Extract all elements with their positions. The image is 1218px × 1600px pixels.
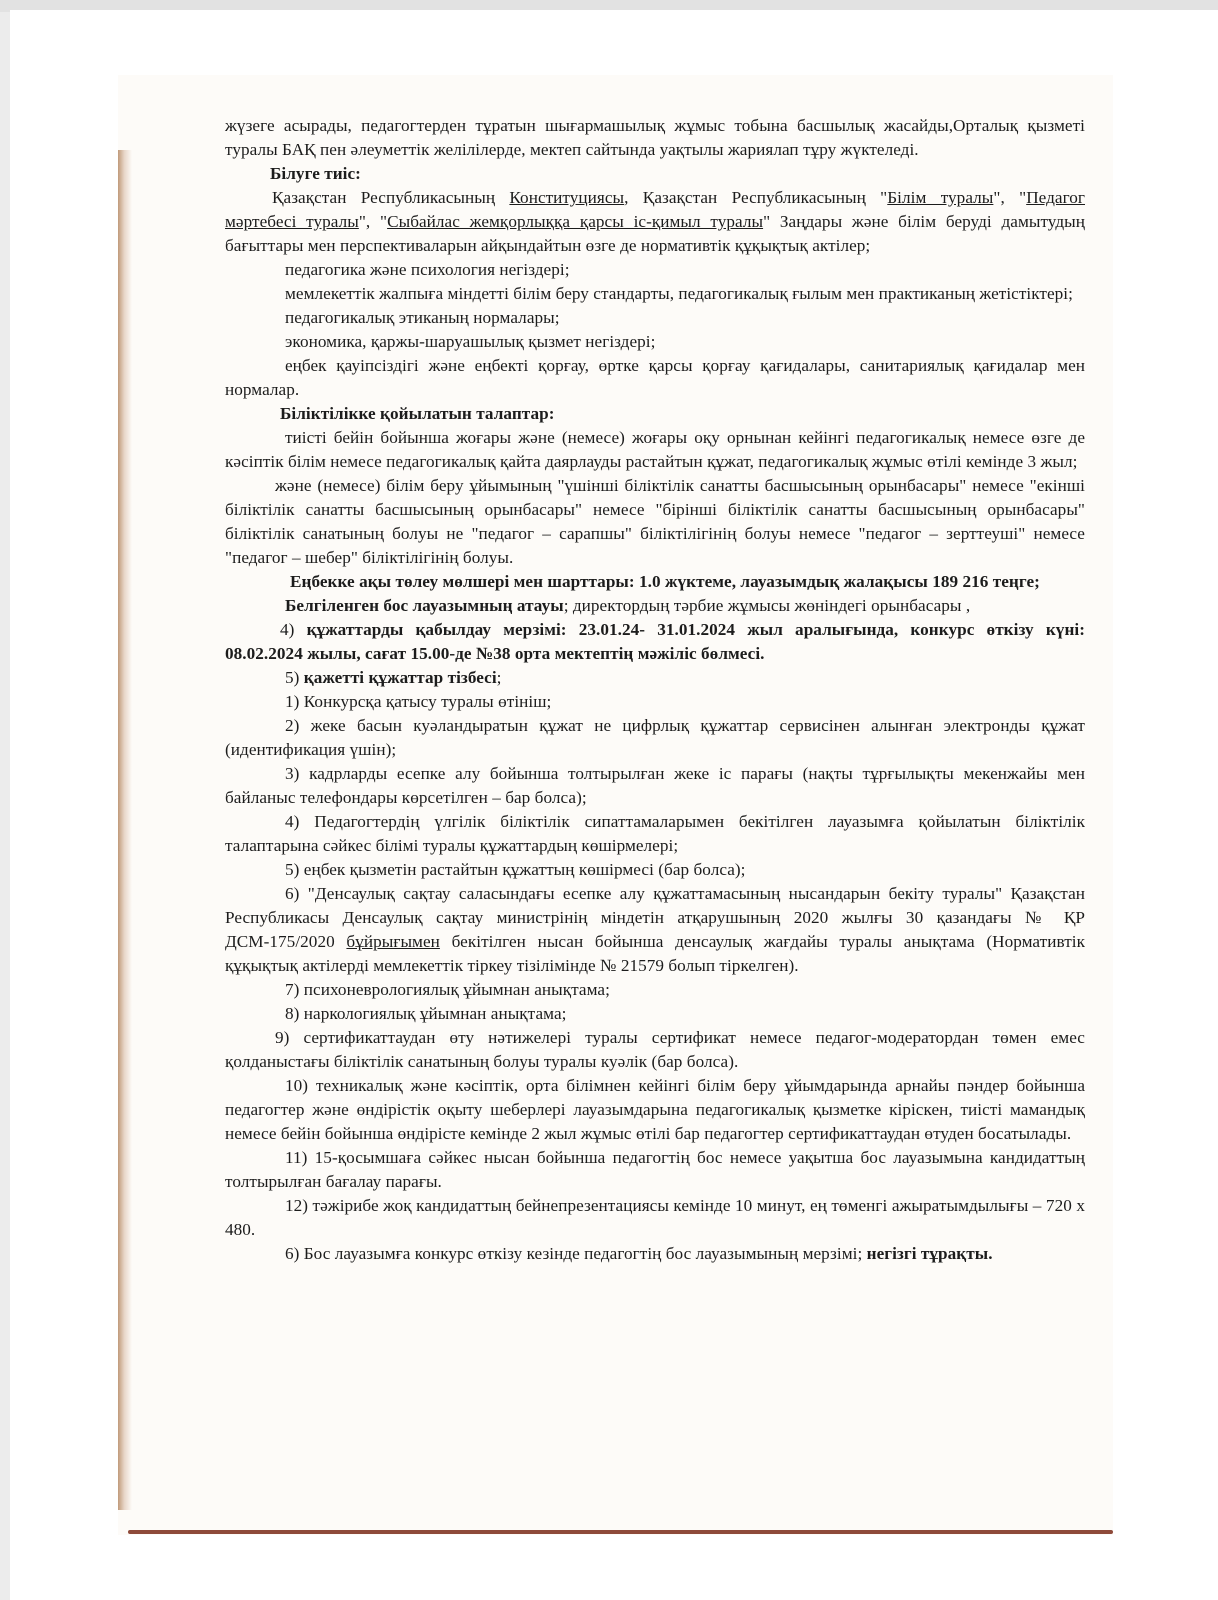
documents-list-heading: 5) қажетті құжаттар тізбесі; [285, 668, 502, 687]
document-item: 8) наркологиялық ұйымнан анықтама; [285, 1004, 567, 1023]
heading-qualifications: Біліктілікке қойылатын талаптар: [280, 404, 555, 423]
document-item: 1) Конкурсқа қатысу туралы өтініш; [285, 692, 552, 711]
list-item: және (немесе) білім беру ұйымының "үшінші біліктілік санатты басшысының орынбасары" немесе "екінші біліктілік санатты басшысының орынбасары" немесе "бірінші біліктілік санатты басшысының орынбасары" біліктілік санатының болуы не "педагог – сарапшы" біліктілігінің болуы немесе "педагог – зерттеуші" немесе "педагог – шебер" біліктілігінің болуы. [225, 476, 1085, 567]
order-link[interactable]: бұйрығымен [346, 932, 440, 951]
teacher-status-law-link[interactable]: Педагог мәртебесі туралы [225, 188, 1085, 231]
document-item: 11) 15-қосымшаға сәйкес нысан бойынша педагогтің бос немесе уақытша бос лауазымына кандидаттың толтырылған бағалау парағы. [225, 1148, 1085, 1191]
document-item: 10) техникалық және кәсіптік, орта білімнен кейінгі білім беру ұйымдарында арнайы пәндер бойынша педагогтер және өндірістік оқыту шеберлері лауазымдарына педагогикалық қызметке кіріскен, тиісті мамандық немесе бейін бойынша өндірісте кемінде 2 жыл жұмыс өтілі бар педагогтер сертификаттаудан өтуден босатылады. [225, 1076, 1085, 1143]
list-item: педагогика және психология негіздері; [285, 260, 570, 279]
list-item: мемлекеттік жалпыға міндетті білім беру стандарты, педагогикалық ғылым мен практиканың жетістіктері; [285, 284, 1073, 303]
anti-corruption-law-link[interactable]: Сыбайлас жемқорлыққа қарсы іс-қимыл туралы [387, 212, 764, 231]
document-item: 9) сертификаттаудан өту нәтижелері туралы сертификат немесе педагог-модератордан төмен емес қолданыстағы біліктілік санатының болуы туралы куәлік (бар болса). [225, 1028, 1085, 1071]
list-item: тиісті бейін бойынша жоғары және (немесе) жоғары оқу орнынан кейінгі педагогикалық немесе өзге де кәсіптік білім немесе педагогикалық қайта даярлауды растайтын құжат, педагогикалық жұмыс өтілі кемінде 3 жыл; [225, 428, 1085, 471]
vacancy-title-paragraph: Белгіленген бос лауазымның атауы; директордың тәрбие жұмысы жөніндегі орынбасары , [285, 596, 971, 615]
document-item: 3) кадрларды есепке алу бойынша толтырылған жеке іс парағы (нақты тұрғылықты мекенжайы мен байланыс телефондары көрсетілген – бар болса); [225, 764, 1085, 807]
vacancy-term-paragraph: 6) Бос лауазымға конкурс өткізу кезінде педагогтің бос лауазымының мерзімі; негізгі тұрақты. [285, 1244, 993, 1263]
document-item: 2) жеке басын куәландыратын құжат не цифрлық құжаттар сервисінен алынған электронды құжат (идентификация үшін); [225, 716, 1085, 759]
document-item: 12) тәжірибе жоқ кандидаттың бейнепрезентациясы кемінде 10 минут, ең төменгі ажыратымдылығы – 720 x 480. [225, 1196, 1085, 1239]
binding-shadow [118, 150, 132, 1510]
document-item: 6) "Денсаулық сақтау саласындағы есепке алу құжаттамасының нысандарын бекіту туралы" Қазақстан Республикасы Денсаулық сақтау министрінің міндетін атқарушының 2020 жылғы 30 қазандағы № ҚР ДСМ-175/2020 бұйрығымен бекітілген нысан бойынша денсаулық жағдайы туралы анықтама (Нормативтік құқықтық актілерді мемлекеттік тіркеу тізілімінде № 21579 болып тіркелген). [225, 884, 1085, 975]
document-item: 7) психоневрологиялық ұйымнан анықтама; [285, 980, 610, 999]
document-item: 4) Педагогтердің үлгілік біліктілік сипаттамаларымен бекітілген лауазымға қойылатын біліктілік талаптарына сәйкес білімі туралы құжаттардың көшірмелері; [225, 812, 1085, 855]
document-item: 5) еңбек қызметін растайтын құжаттың көшірмесі (бар болса); [285, 860, 746, 879]
paragraph-intro: жүзеге асырады, педагогтерден тұратын шығармашылық жұмыс тобына басшылық жасайды,Орталық қызметі туралы БАҚ пен әлеуметтік желілілерде, мектеп сайтында уақтылы жариялап тұру жүктеледі. [225, 116, 1085, 159]
bottom-rule [128, 1530, 1113, 1534]
paragraph-laws: Қазақстан Республикасының Конституциясы, Қазақстан Республикасының "Білім туралы", "Педагог мәртебесі туралы", "Сыбайлас жемқорлыққа қарсы іс-қимыл туралы" Заңдары және білім беруді дамытудың бағыттары мен перспективаларын айқындайтын өзге де нормативтік құқықтық актілер; [225, 188, 1086, 255]
document-body [225, 114, 1085, 1266]
constitution-link[interactable]: Конституциясы [509, 188, 625, 207]
list-item: еңбек қауіпсіздігі және еңбекті қорғау, өртке қарсы қорғау қағидалары, санитариялық қағидалар мен нормалар. [225, 356, 1085, 399]
list-item: педагогикалық этиканың нормалары; [285, 308, 560, 327]
list-item: экономика, қаржы-шаруашылық қызмет негіздері; [285, 332, 656, 351]
deadline-paragraph: 4) құжаттарды қабылдау мерзімі: 23.01.24- 31.01.2024 жыл аралығында, конкурс өткізу күні: 08.02.2024 жылы, сағат 15.00-де №38 орта мектептің мәжіліс бөлмесі. [225, 620, 1086, 663]
education-law-link[interactable]: Білім туралы [887, 188, 994, 207]
salary-paragraph: Еңбекке ақы төлеу мөлшері мен шарттары: 1.0 жүктеме, лауазымдық жалақысы 189 216 теңге; [290, 572, 1040, 591]
heading-must-know: Білуге тиіс: [270, 164, 361, 183]
